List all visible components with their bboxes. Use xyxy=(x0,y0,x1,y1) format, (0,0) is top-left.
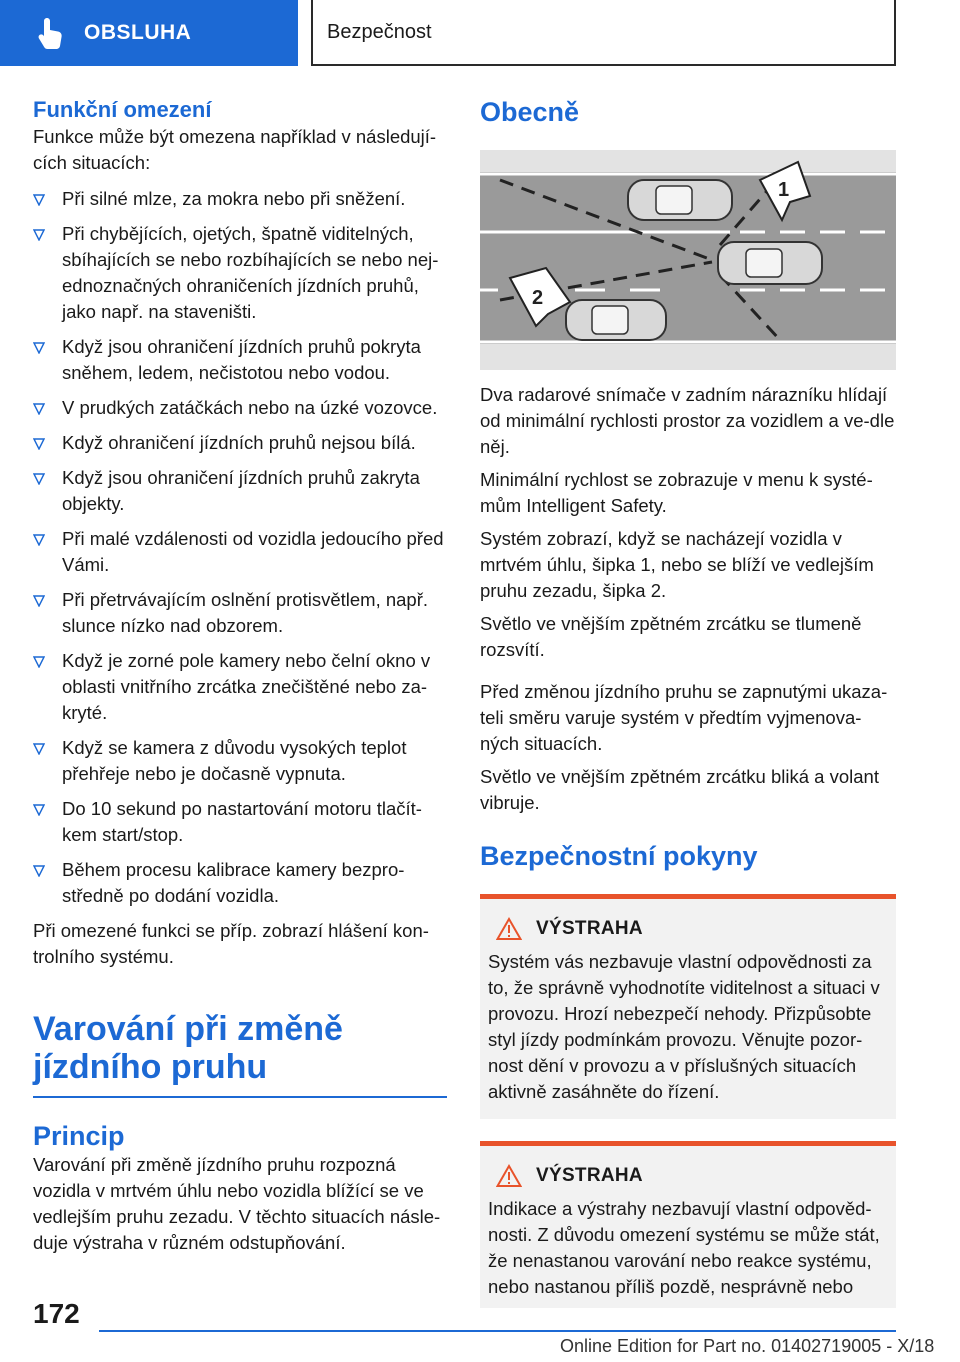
list-item-text: Do 10 sekund po nastartování motoru tlačít-kem start/stop. xyxy=(62,798,422,845)
list-item-text: Když je zorné pole kamery nebo čelní okno v oblasti vnitřního zrcátka znečištěné nebo za-kryté. xyxy=(62,650,431,723)
triangle-bullet-icon xyxy=(33,194,45,206)
chapter-divider xyxy=(33,1096,447,1098)
list-item-text: Při chybějících, ojetých, špatně viditelných, sbíhajících se nebo rozbíhajících se nebo nej-ednoznačných ohraničeních jízdních pruhů, jako např. na staveništi. xyxy=(62,223,439,322)
car-icon xyxy=(566,300,666,340)
list-item xyxy=(33,395,447,421)
hand-pointer-icon xyxy=(36,16,70,50)
list-item xyxy=(33,465,447,517)
list-item-text: Když jsou ohraničení jízdních pruhů pokryta sněhem, ledem, nečistotou nebo vodou. xyxy=(62,336,421,383)
list-item xyxy=(33,735,447,787)
left-column xyxy=(33,96,447,1256)
warning-box xyxy=(480,1141,896,1308)
list-item xyxy=(33,334,447,386)
list-item xyxy=(33,796,447,848)
paragraph: Minimální rychlost se zobrazuje v menu k systé-mům Intelligent Safety. xyxy=(480,469,873,516)
list-item-text: Když jsou ohraničení jízdních pruhů zakryta objekty. xyxy=(62,467,420,514)
warning-triangle-icon xyxy=(496,1164,522,1188)
paragraph: Systém zobrazí, když se nacházejí vozidla v mrtvém úhlu, šipka 1, nebo se blíží ve vedlejším pruhu zezadu, šipka 2. xyxy=(480,528,874,601)
warning-text: Indikace a výstrahy nezbavují vlastní odpověd-nosti. Z důvodu omezení systému se může stát, že nenastanou varování nebo reakce systému, nebo nastanou příliš pozdě, nesprávně nebo xyxy=(488,1198,880,1297)
paragraph: Dva radarové snímače v zadním nárazníku hlídají od minimální rychlosti prostor za vozidlem a ve-dle něj. xyxy=(480,384,895,457)
safety-heading: Bezpečnostní pokyny xyxy=(480,841,758,871)
car-icon xyxy=(628,180,732,220)
paragraph: Světlo ve vnějším zpětném zrcátku bliká a volant vibruje. xyxy=(480,766,879,813)
list-item-text: Při silné mlze, za mokra nebo při sněžení. xyxy=(62,188,406,209)
list-item xyxy=(33,430,447,456)
svg-text:1: 1 xyxy=(778,179,790,201)
chapter-title: Varování při změně jízdního pruhu xyxy=(33,1010,343,1086)
list-item xyxy=(33,857,447,909)
list-item-text: Při malé vzdálenosti od vozidla jedoucího před Vámi. xyxy=(62,528,444,575)
triangle-bullet-icon xyxy=(33,229,45,241)
triangle-bullet-icon xyxy=(33,595,45,607)
warning-triangle-icon xyxy=(496,917,522,941)
car-icon xyxy=(718,242,822,284)
limits-intro: Funkce může být omezena například v následují-cích situacích: xyxy=(33,126,437,173)
general-heading: Obecně xyxy=(480,97,580,127)
triangle-bullet-icon xyxy=(33,865,45,877)
warning-title: VÝSTRAHA xyxy=(536,918,643,939)
warning-text: Systém vás nezbavuje vlastní odpovědnosti za to, že správně vyhodnotíte viditelnost a situaci v provozu. Hrozí nebezpečí nehody. Přizpůsobte styl jízdy podmínkám provozu. Věnujte pozor-nost dění v provozu a v příslušných situacích aktivně zasáhněte do řízení. xyxy=(488,951,880,1102)
triangle-bullet-icon xyxy=(33,438,45,450)
triangle-bullet-icon xyxy=(33,342,45,354)
triangle-bullet-icon xyxy=(33,403,45,415)
list-item xyxy=(33,221,447,325)
breadcrumb-section: Bezpečnost xyxy=(327,20,432,43)
triangle-bullet-icon xyxy=(33,743,45,755)
principle-heading: Princip xyxy=(33,1120,125,1151)
svg-text:2: 2 xyxy=(532,287,544,309)
breadcrumb xyxy=(311,0,896,66)
right-column xyxy=(480,96,896,1308)
footer-divider xyxy=(99,1330,896,1332)
triangle-bullet-icon xyxy=(33,473,45,485)
page-number: 172 xyxy=(33,1298,80,1329)
triangle-bullet-icon xyxy=(33,656,45,668)
paragraph: Před změnou jízdního pruhu se zapnutými ukaza-teli směru varuje systém v předtím vyjmenova-ných situacích. xyxy=(480,681,888,754)
paragraph: Světlo ve vnějším zpětném zrcátku se tlumeně rozsvítí. xyxy=(480,613,862,660)
list-item xyxy=(33,648,447,726)
section-tab[interactable] xyxy=(0,0,298,66)
general-description xyxy=(480,382,896,816)
list-item-text: V prudkých zatáčkách nebo na úzké vozovce. xyxy=(62,397,438,418)
triangle-bullet-icon xyxy=(33,534,45,546)
edition-note: Online Edition for Part no. 01402719005 - X/18 xyxy=(560,1336,935,1356)
list-item-text: Během procesu kalibrace kamery bezpro-středně po dodání vozidla. xyxy=(62,859,405,906)
list-item-text: Když se kamera z důvodu vysokých teplot přehřeje nebo je dočasně vypnuta. xyxy=(62,737,407,784)
list-item-text: Při přetrvávajícím oslnění protisvětlem, např. slunce nízko nad obzorem. xyxy=(62,589,429,636)
list-item xyxy=(33,186,447,212)
list-item xyxy=(33,587,447,639)
list-item xyxy=(33,526,447,578)
limits-list xyxy=(33,186,447,909)
triangle-bullet-icon xyxy=(33,804,45,816)
limits-heading: Funkční omezení xyxy=(33,97,212,122)
lane-change-illustration xyxy=(480,150,896,370)
section-tab-label: OBSLUHA xyxy=(84,21,192,44)
warning-box xyxy=(480,894,896,1119)
limits-outro: Při omezené funkci se příp. zobrazí hlášení kon-trolního systému. xyxy=(33,920,429,967)
principle-text: Varování při změně jízdního pruhu rozpozná vozidla v mrtvém úhlu nebo vozidla blížící se ve vedlejším pruhu zezadu. V těchto situacích násle-duje výstraha v různém odstupňování. xyxy=(33,1153,441,1253)
warning-title: VÝSTRAHA xyxy=(536,1165,643,1186)
list-item-text: Když ohraničení jízdních pruhů nejsou bílá. xyxy=(62,432,416,453)
